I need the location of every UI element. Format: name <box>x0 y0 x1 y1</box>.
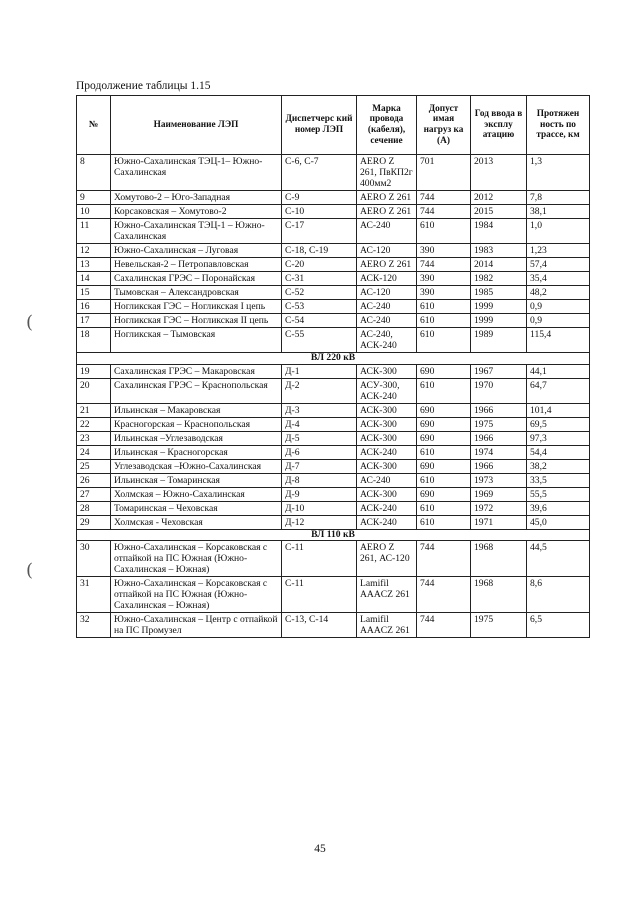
table-row <box>77 272 590 286</box>
cell-name: Южно-Сахалинская – Корсаковская с отпайкой на ПС Южная (Южно-Сахалинская – Южная) <box>111 541 282 577</box>
cell-load: 610 <box>417 501 471 515</box>
table-row <box>77 417 590 431</box>
cell-year: 1975 <box>471 417 527 431</box>
cell-year: 1974 <box>471 445 527 459</box>
cell-length: 54,4 <box>527 445 590 459</box>
cell-load: 690 <box>417 459 471 473</box>
cell-load: 744 <box>417 205 471 219</box>
cell-load: 744 <box>417 191 471 205</box>
cell-year: 1973 <box>471 473 527 487</box>
cell-wire: АСК-240 <box>357 501 417 515</box>
cell-length: 6,5 <box>527 613 590 638</box>
cell-year: 1969 <box>471 487 527 501</box>
cell-num: 16 <box>77 300 111 314</box>
cell-name: Южно-Сахалинская ТЭЦ-1– Южно-Сахалинская <box>111 155 282 191</box>
cell-num: 13 <box>77 258 111 272</box>
cell-dispatch: С-55 <box>282 328 357 353</box>
table-row <box>77 613 590 638</box>
cell-year: 1968 <box>471 541 527 577</box>
cell-dispatch: С-17 <box>282 219 357 244</box>
cell-year: 1966 <box>471 403 527 417</box>
cell-dispatch: С-11 <box>282 577 357 613</box>
cell-dispatch: С-54 <box>282 314 357 328</box>
cell-dispatch: Д-3 <box>282 403 357 417</box>
cell-year: 1975 <box>471 613 527 638</box>
cell-name: Сахалинская ГРЭС – Макаровская <box>111 364 282 378</box>
cell-dispatch: Д-9 <box>282 487 357 501</box>
section-row <box>77 529 590 541</box>
cell-load: 610 <box>417 473 471 487</box>
cell-year: 1968 <box>471 577 527 613</box>
cell-name: Сахалинская ГРЭС – Поронайская <box>111 272 282 286</box>
header-name: Наименование ЛЭП <box>111 96 282 155</box>
cell-wire: АСУ-300, АСК-240 <box>357 378 417 403</box>
cell-num: 19 <box>77 364 111 378</box>
cell-name: Южно-Сахалинская – Луговая <box>111 244 282 258</box>
cell-year: 2015 <box>471 205 527 219</box>
table-row <box>77 258 590 272</box>
cell-wire: АС-240 <box>357 300 417 314</box>
table-row <box>77 155 590 191</box>
table-row <box>77 403 590 417</box>
cell-length: 101,4 <box>527 403 590 417</box>
cell-name: Южно-Сахалинская ТЭЦ-1 – Южно-Сахалинская <box>111 219 282 244</box>
cell-name: Южно-Сахалинская – Корсаковская с отпайкой на ПС Южная (Южно-Сахалинская – Южная) <box>111 577 282 613</box>
cell-name: Ногликская ГЭС – Ногликская II цепь <box>111 314 282 328</box>
cell-load: 744 <box>417 613 471 638</box>
table-row <box>77 577 590 613</box>
cell-length: 7,8 <box>527 191 590 205</box>
table-body <box>77 155 590 638</box>
cell-num: 9 <box>77 191 111 205</box>
cell-dispatch: Д-4 <box>282 417 357 431</box>
table-row <box>77 314 590 328</box>
section-row <box>77 353 590 365</box>
cell-load: 610 <box>417 328 471 353</box>
cell-num: 28 <box>77 501 111 515</box>
cell-load: 701 <box>417 155 471 191</box>
cell-year: 1999 <box>471 314 527 328</box>
cell-name: Ильинская – Макаровская <box>111 403 282 417</box>
cell-year: 1967 <box>471 364 527 378</box>
cell-name: Ногликская – Тымовская <box>111 328 282 353</box>
table-row <box>77 473 590 487</box>
cell-num: 22 <box>77 417 111 431</box>
cell-wire: AERO Z 261 <box>357 191 417 205</box>
cell-year: 1971 <box>471 515 527 529</box>
cell-year: 1999 <box>471 300 527 314</box>
cell-num: 21 <box>77 403 111 417</box>
cell-num: 24 <box>77 445 111 459</box>
cell-load: 610 <box>417 300 471 314</box>
cell-load: 690 <box>417 403 471 417</box>
cell-name: Тымовская – Александровская <box>111 286 282 300</box>
table-row <box>77 378 590 403</box>
cell-year: 1982 <box>471 272 527 286</box>
cell-wire: АСК-300 <box>357 459 417 473</box>
table-row <box>77 541 590 577</box>
table-row <box>77 445 590 459</box>
cell-load: 744 <box>417 541 471 577</box>
cell-dispatch: Д-2 <box>282 378 357 403</box>
table-row <box>77 487 590 501</box>
cell-year: 2014 <box>471 258 527 272</box>
cell-num: 23 <box>77 431 111 445</box>
table-row <box>77 501 590 515</box>
cell-name: Ильинская –Углезаводская <box>111 431 282 445</box>
cell-wire: AERO Z 261 <box>357 258 417 272</box>
cell-load: 744 <box>417 577 471 613</box>
cell-load: 390 <box>417 244 471 258</box>
cell-length: 69,5 <box>527 417 590 431</box>
cell-name: Ильинская – Томаринская <box>111 473 282 487</box>
cell-year: 1970 <box>471 378 527 403</box>
table-row <box>77 300 590 314</box>
cell-wire: АСК-300 <box>357 403 417 417</box>
cell-wire: AERO Z 261, АС-120 <box>357 541 417 577</box>
table-row <box>77 364 590 378</box>
cell-length: 0,9 <box>527 314 590 328</box>
cell-name: Корсаковская – Хомутово-2 <box>111 205 282 219</box>
header-num: № <box>77 96 111 155</box>
table-row <box>77 515 590 529</box>
cell-wire: Lamifil AAACZ 261 <box>357 577 417 613</box>
cell-wire: АСК-300 <box>357 364 417 378</box>
cell-num: 14 <box>77 272 111 286</box>
table-caption: Продолжение таблицы 1.15 <box>76 80 211 92</box>
header-load: Допуст имая нагруз ка (А) <box>417 96 471 155</box>
cell-dispatch: С-53 <box>282 300 357 314</box>
header-length: Протяжен ность по трассе, км <box>527 96 590 155</box>
cell-wire: АСК-240 <box>357 445 417 459</box>
cell-name: Сахалинская ГРЭС – Краснопольская <box>111 378 282 403</box>
table-row <box>77 431 590 445</box>
header-dispatch: Диспетчерс кий номер ЛЭП <box>282 96 357 155</box>
cell-dispatch: С-20 <box>282 258 357 272</box>
cell-wire: АСК-300 <box>357 417 417 431</box>
cell-dispatch: С-31 <box>282 272 357 286</box>
cell-num: 15 <box>77 286 111 300</box>
cell-length: 1,0 <box>527 219 590 244</box>
cell-wire: Lamifil AAACZ 261 <box>357 613 417 638</box>
cell-length: 8,6 <box>527 577 590 613</box>
cell-load: 690 <box>417 417 471 431</box>
table-row <box>77 244 590 258</box>
cell-length: 115,4 <box>527 328 590 353</box>
cell-dispatch: Д-5 <box>282 431 357 445</box>
cell-num: 30 <box>77 541 111 577</box>
cell-dispatch: Д-6 <box>282 445 357 459</box>
cell-length: 44,5 <box>527 541 590 577</box>
cell-length: 1,3 <box>527 155 590 191</box>
cell-num: 32 <box>77 613 111 638</box>
cell-dispatch: С-11 <box>282 541 357 577</box>
cell-num: 26 <box>77 473 111 487</box>
cell-wire: АС-240 <box>357 219 417 244</box>
table-row <box>77 191 590 205</box>
cell-year: 1972 <box>471 501 527 515</box>
cell-num: 8 <box>77 155 111 191</box>
cell-length: 57,4 <box>527 258 590 272</box>
cell-dispatch: С-52 <box>282 286 357 300</box>
cell-length: 38,2 <box>527 459 590 473</box>
cell-length: 45,0 <box>527 515 590 529</box>
table-row <box>77 219 590 244</box>
cell-load: 390 <box>417 286 471 300</box>
cell-name: Южно-Сахалинская – Центр с отпайкой на ПС Промузел <box>111 613 282 638</box>
cell-length: 44,1 <box>527 364 590 378</box>
cell-dispatch: Д-8 <box>282 473 357 487</box>
cell-wire: АСК-240 <box>357 515 417 529</box>
cell-dispatch: Д-7 <box>282 459 357 473</box>
cell-wire: АС-240 <box>357 473 417 487</box>
cell-name: Томаринская – Чеховская <box>111 501 282 515</box>
cell-load: 690 <box>417 364 471 378</box>
cell-length: 97,3 <box>527 431 590 445</box>
cell-dispatch: С-9 <box>282 191 357 205</box>
cell-name: Ногликская ГЭС – Ногликская I цепь <box>111 300 282 314</box>
cell-dispatch: С-6, С-7 <box>282 155 357 191</box>
cell-year: 1966 <box>471 459 527 473</box>
cell-year: 1985 <box>471 286 527 300</box>
table-row <box>77 286 590 300</box>
cell-year: 1966 <box>471 431 527 445</box>
cell-load: 744 <box>417 258 471 272</box>
cell-dispatch: Д-12 <box>282 515 357 529</box>
table-row <box>77 328 590 353</box>
cell-name: Холмская - Чеховская <box>111 515 282 529</box>
cell-num: 27 <box>77 487 111 501</box>
cell-num: 12 <box>77 244 111 258</box>
power-lines-table <box>76 95 590 638</box>
cell-name: Углезаводская –Южно-Сахалинская <box>111 459 282 473</box>
cell-length: 35,4 <box>527 272 590 286</box>
cell-length: 38,1 <box>527 205 590 219</box>
cell-length: 1,23 <box>527 244 590 258</box>
cell-year: 1984 <box>471 219 527 244</box>
cell-num: 29 <box>77 515 111 529</box>
cell-dispatch: С-13, С-14 <box>282 613 357 638</box>
cell-year: 1983 <box>471 244 527 258</box>
cell-wire: АС-240, АСК-240 <box>357 328 417 353</box>
margin-mark: ( <box>26 560 34 581</box>
cell-wire: АС-240 <box>357 314 417 328</box>
cell-length: 64,7 <box>527 378 590 403</box>
table-row <box>77 459 590 473</box>
cell-length: 55,5 <box>527 487 590 501</box>
cell-name: Холмская – Южно-Сахалинская <box>111 487 282 501</box>
cell-name: Ильинская – Красногорская <box>111 445 282 459</box>
cell-wire: АС-120 <box>357 244 417 258</box>
cell-dispatch: Д-10 <box>282 501 357 515</box>
cell-length: 33,5 <box>527 473 590 487</box>
cell-name: Невельская-2 – Петропавловская <box>111 258 282 272</box>
cell-year: 2013 <box>471 155 527 191</box>
cell-num: 17 <box>77 314 111 328</box>
cell-year: 2012 <box>471 191 527 205</box>
cell-name: Хомутово-2 – Юго-Западная <box>111 191 282 205</box>
table-header-row <box>77 96 590 155</box>
cell-load: 610 <box>417 219 471 244</box>
cell-length: 39,6 <box>527 501 590 515</box>
cell-load: 390 <box>417 272 471 286</box>
cell-name: Красногорская – Краснопольская <box>111 417 282 431</box>
cell-dispatch: Д-1 <box>282 364 357 378</box>
cell-dispatch: С-10 <box>282 205 357 219</box>
cell-num: 20 <box>77 378 111 403</box>
cell-load: 690 <box>417 487 471 501</box>
header-wire: Марка провода (кабеля), сечение <box>357 96 417 155</box>
cell-load: 610 <box>417 445 471 459</box>
cell-load: 610 <box>417 515 471 529</box>
cell-wire: АС-120 <box>357 286 417 300</box>
cell-year: 1989 <box>471 328 527 353</box>
cell-wire: AERO Z 261 <box>357 205 417 219</box>
page-number: 45 <box>314 843 326 855</box>
header-year: Год ввода в эксплу атацию <box>471 96 527 155</box>
cell-load: 610 <box>417 314 471 328</box>
section-title: ВЛ 110 кВ <box>77 529 590 541</box>
cell-length: 0,9 <box>527 300 590 314</box>
cell-num: 18 <box>77 328 111 353</box>
cell-num: 31 <box>77 577 111 613</box>
cell-wire: АСК-300 <box>357 487 417 501</box>
cell-wire: AERO Z 261, ПвКП2г 400мм2 <box>357 155 417 191</box>
cell-num: 25 <box>77 459 111 473</box>
cell-num: 11 <box>77 219 111 244</box>
cell-length: 48,2 <box>527 286 590 300</box>
cell-dispatch: С-18, С-19 <box>282 244 357 258</box>
cell-load: 690 <box>417 431 471 445</box>
margin-mark: ( <box>26 312 34 333</box>
cell-wire: АСК-120 <box>357 272 417 286</box>
section-title: ВЛ 220 кВ <box>77 353 590 365</box>
cell-num: 10 <box>77 205 111 219</box>
cell-load: 610 <box>417 378 471 403</box>
table-row <box>77 205 590 219</box>
cell-wire: АСК-300 <box>357 431 417 445</box>
